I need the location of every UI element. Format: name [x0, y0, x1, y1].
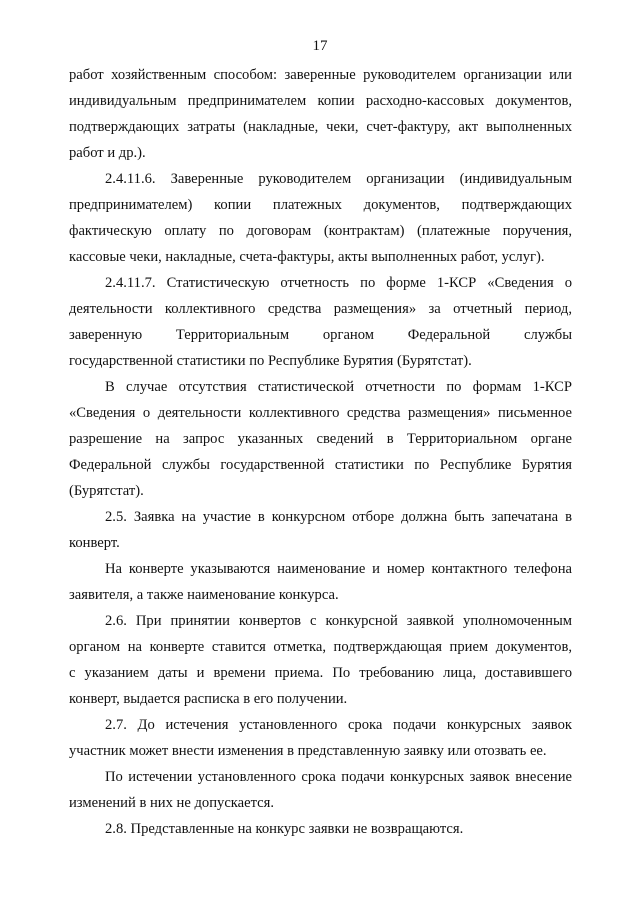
text-line: «Сведения о деятельности коллективного средства размещения» письменное [69, 405, 572, 421]
text-line: разрешение на запрос указанных сведений в Территориальном органе [69, 431, 572, 447]
text-line: 2.8. Представленные на конкурс заявки не возвращаются. [105, 821, 464, 837]
paragraph-p6 [69, 556, 572, 608]
text-line: По истечении установленного срока подачи конкурсных заявок внесение [105, 769, 572, 785]
text-line: изменений в них не допускается. [69, 795, 275, 811]
paragraph-p3 [69, 270, 572, 374]
text-line: государственной статистики по Республике Бурятия (Бурятстат). [69, 353, 472, 369]
text-line: (Бурятстат). [69, 483, 144, 499]
paragraph-p1 [69, 62, 572, 166]
text-line: органом на конверте ставится отметка, подтверждающая прием документов, [69, 639, 572, 655]
text-line: На конверте указываются наименование и номер контактного телефона [105, 561, 572, 577]
paragraph-p5 [69, 504, 572, 556]
text-line: участник может внести изменения в представленную заявку или отозвать ее. [69, 743, 547, 759]
text-line: индивидуальным предпринимателем копии расходно-кассовых документов, [69, 93, 572, 109]
text-line: 2.5. Заявка на участие в конкурсном отборе должна быть запечатана в [105, 509, 572, 525]
paragraph-p8 [69, 712, 572, 764]
paragraph-p9 [69, 764, 572, 816]
text-line: кассовые чеки, накладные, счета-фактуры, акты выполненных работ, услуг). [69, 249, 545, 265]
text-line: 2.7. До истечения установленного срока подачи конкурсных заявок [105, 717, 572, 733]
text-line: заверенную Территориальным органом Федеральной службы [69, 327, 572, 343]
text-line: Федеральной службы государственной статистики по Республике Бурятия [69, 457, 572, 473]
text-line: конверт, выдается расписка в его получении. [69, 691, 348, 707]
text-line: подтверждающих затраты (накладные, чеки, счет-фактуру, акт выполненных [69, 119, 572, 135]
text-line: работ и др.). [69, 145, 146, 161]
paragraph-p7 [69, 608, 572, 712]
paragraph-p2 [69, 166, 572, 270]
text-line: с указанием даты и времени приема. По требованию лица, доставившего [69, 665, 572, 681]
text-line: предпринимателем) копии платежных документов, подтверждающих [69, 197, 572, 213]
paragraph-p4 [69, 374, 572, 504]
text-line: деятельности коллективного средства размещения» за отчетный период, [69, 301, 572, 317]
text-line: работ хозяйственным способом: заверенные руководителем организации или [69, 67, 572, 83]
text-line: конверт. [69, 535, 120, 551]
text-line: 2.4.11.7. Статистическую отчетность по форме 1-КСР «Сведения о [105, 275, 572, 291]
page-number: 17 [312, 38, 328, 54]
text-line: В случае отсутствия статистической отчетности по формам 1-КСР [105, 379, 572, 395]
text-line: заявителя, а также наименование конкурса. [69, 587, 339, 603]
text-line: 2.6. При принятии конвертов с конкурсной заявкой уполномоченным [105, 613, 572, 629]
text-line: фактическую оплату по договорам (контрактам) (платежные поручения, [69, 223, 572, 239]
text-line: 2.4.11.6. Заверенные руководителем организации (индивидуальным [105, 171, 572, 187]
document-body [69, 62, 572, 842]
paragraph-p10 [69, 816, 572, 842]
